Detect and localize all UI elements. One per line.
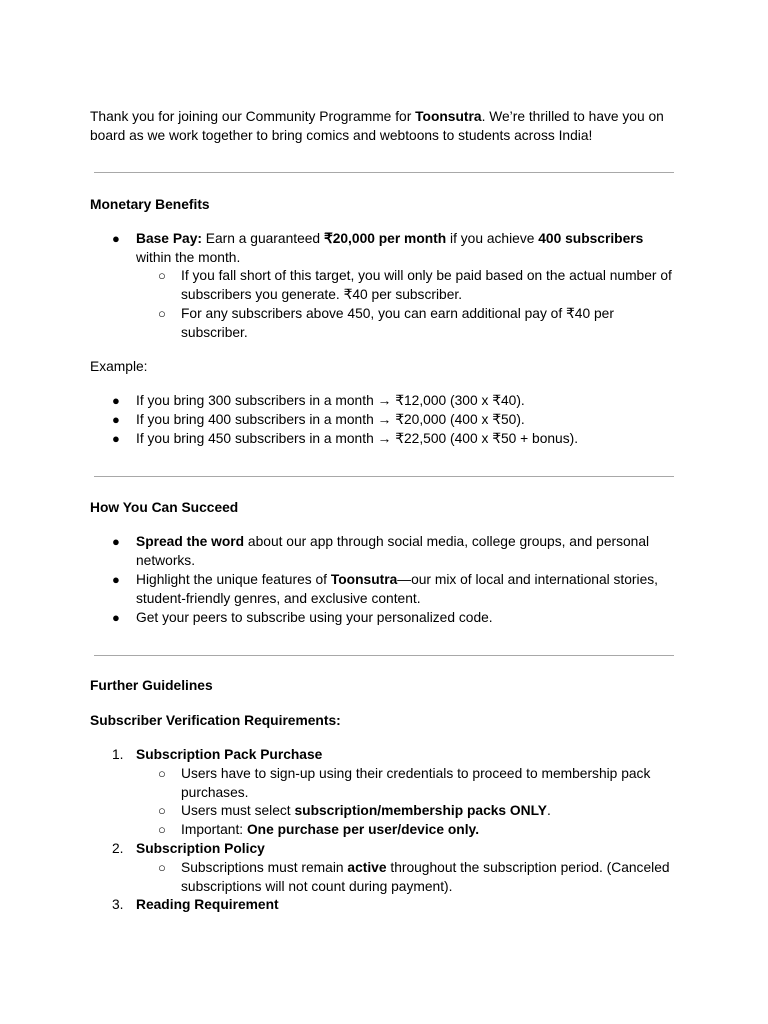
intro-text-start: Thank you for joining our Community Programme for (90, 109, 416, 124)
circle-bullet-icon: ○ (158, 822, 166, 837)
base-pay-text-1: Earn a guaranteed (201, 231, 324, 246)
sub-text-1: Subscriptions must remain (181, 860, 348, 875)
bullet-icon: ● (112, 610, 120, 625)
intro-text-end: . We’re thrilled to have you on board as we work together to bring comics and webtoons to students across India! (90, 109, 664, 143)
sub-text-1: Important: (181, 822, 247, 837)
base-pay-text (136, 229, 676, 267)
example-text: If you bring 450 subscribers in a month → ₹22,500 (400 x ₹50 + bonus). (136, 431, 579, 446)
bullet-icon: ● (112, 534, 120, 549)
sub-text-2: . (546, 803, 551, 818)
example-label: Example: (90, 359, 148, 374)
succeed-text (136, 570, 676, 608)
bullet-icon: ● (112, 393, 120, 408)
base-pay-label: Base Pay: (136, 231, 202, 246)
sub-item-text: If you fall short of this target, you will only be paid based on the actual number of subscribers you generate. ₹40 per subscriber. (181, 268, 672, 302)
succeed-text-2: —our mix of local and international stories, student-friendly genres, and exclusive content. (136, 572, 658, 606)
circle-bullet-icon: ○ (158, 306, 166, 321)
sub-text-1: Users must select (181, 803, 295, 818)
succeed-text: Get your peers to subscribe using your personalized code. (136, 610, 493, 625)
bullet-icon: ● (112, 412, 120, 427)
example-text: If you bring 300 subscribers in a month → ₹12,000 (300 x ₹40). (136, 393, 525, 408)
subheading-verification: Subscriber Verification Requirements: (90, 713, 341, 728)
section-heading-monetary: Monetary Benefits (90, 197, 210, 212)
base-pay-text-3: within the month. (136, 250, 241, 265)
divider (94, 476, 674, 477)
base-pay-amount: ₹20,000 per month (323, 231, 447, 246)
sub-item-text (181, 858, 676, 896)
succeed-text-1: Highlight the unique features of (136, 572, 331, 587)
section-heading-guidelines: Further Guidelines (90, 678, 213, 693)
sub-item-text (181, 820, 676, 839)
bullet-icon: ● (112, 431, 120, 446)
sub-bold: active (347, 860, 387, 875)
sub-bold: subscription/membership packs ONLY (294, 803, 547, 818)
numbered-item-title: Subscription Pack Purchase (136, 747, 323, 762)
sub-item-text: Users have to sign-up using their credentials to proceed to membership pack purchases. (181, 766, 651, 800)
sub-item-text (181, 801, 676, 820)
example-text: If you bring 400 subscribers in a month → ₹20,000 (400 x ₹50). (136, 412, 525, 427)
circle-bullet-icon: ○ (158, 803, 166, 818)
succeed-rest: about our app through social media, college groups, and personal networks. (136, 534, 650, 568)
intro-paragraph (90, 107, 680, 145)
base-pay-target: 400 subscribers (538, 231, 644, 246)
bullet-icon: ● (112, 572, 120, 587)
item-number: 2. (112, 841, 124, 856)
succeed-text (136, 532, 676, 570)
circle-bullet-icon: ○ (158, 268, 166, 283)
bullet-icon: ● (112, 231, 120, 246)
circle-bullet-icon: ○ (158, 766, 166, 781)
numbered-item-title: Reading Requirement (136, 897, 279, 912)
numbered-item-title: Subscription Policy (136, 841, 265, 856)
succeed-bold: Spread the word (136, 534, 245, 549)
item-number: 1. (112, 747, 124, 762)
intro-brand: Toonsutra (415, 109, 482, 124)
sub-item-text: For any subscribers above 450, you can earn additional pay of ₹40 per subscriber. (181, 306, 614, 340)
item-number: 3. (112, 897, 124, 912)
circle-bullet-icon: ○ (158, 860, 166, 875)
base-pay-text-2: if you achieve (446, 231, 539, 246)
succeed-brand: Toonsutra (330, 572, 398, 587)
divider (94, 655, 674, 656)
divider (94, 172, 674, 173)
sub-bold: One purchase per user/device only. (246, 822, 480, 837)
sub-text-2: throughout the subscription period. (Canceled subscriptions will not count during payment). (181, 860, 670, 894)
section-heading-succeed: How You Can Succeed (90, 500, 239, 515)
